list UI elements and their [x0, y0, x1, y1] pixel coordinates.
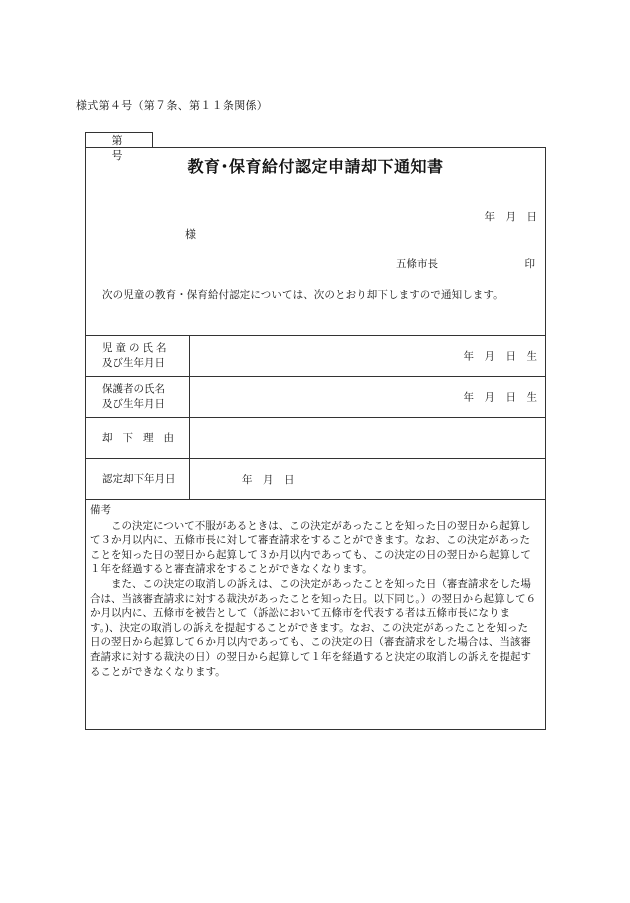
rejection-date-placeholder: 年 月 日: [242, 473, 295, 486]
label-line: 児童の氏名: [102, 342, 170, 354]
row-value-reason: [190, 418, 546, 459]
label-line: 及び生年月日: [102, 357, 165, 369]
row-value-rejection-date: [190, 459, 546, 500]
notice-form: [85, 147, 546, 730]
remarks-paragraph: この決定について不服があるときは、この決定があったことを知った日の翌日から起算して３か月以内に、五條市長に対して審査請求をすることができます。なお、この決定があったことを知った日の翌日から起算して３か月以内であっても、この決定の日の翌日から起算して１年を経過すると審査請求をすることができなくなります。: [90, 519, 531, 576]
row-value-guardian: [190, 377, 546, 418]
table-row: [86, 336, 546, 377]
label-line: 認定却下年月日: [102, 472, 176, 485]
row-label-reason: [86, 418, 190, 459]
seal-mark: 印: [524, 258, 535, 270]
row-value-child: [190, 336, 546, 377]
row-label-child: [86, 336, 190, 377]
birth-date-placeholder: 年 月 日 生: [463, 350, 537, 363]
table-row: [86, 418, 546, 459]
info-table: [85, 335, 546, 500]
issue-date-line: 年 月 日: [484, 211, 537, 223]
issuer-mayor: 五條市長: [396, 258, 438, 270]
remarks-title: 備考: [90, 504, 111, 516]
document-title: 教育･保育給付認定申請却下通知書: [187, 157, 444, 176]
table-row: [86, 459, 546, 500]
table-row: [86, 377, 546, 418]
label-line: 保護者の氏名: [102, 383, 165, 395]
label-line: 却下理由: [102, 431, 184, 444]
label-line: 及び生年月日: [102, 398, 165, 410]
remarks-paragraph: また、この決定の取消しの訴えは、この決定があったことを知った日（審査請求をした場合は、当該審査請求に対する裁決があったことを知った日。以下同じ。）の翌日から起算して６か月以内に、五條市を被告として（訴訟において五條市を代表する者は五條市長になります。)、決定の取消しの訴えを提起することができます。なお、この決定があったことを知った日の翌日から起算して６か月以内であっても、この決定の日（審査請求をした場合は、当該審査請求に対する裁決の日）の翌日から起算して１年を経過すると決定の取消しの訴えを提起することができなくなります。: [90, 577, 537, 678]
remarks-section: [90, 503, 538, 679]
addressee-suffix: 様: [185, 228, 196, 241]
row-label-rejection-date: [86, 459, 190, 500]
document-number-label: 第 号: [85, 132, 153, 148]
birth-date-placeholder: 年 月 日 生: [463, 391, 537, 404]
form-number: 様式第４号（第７条、第１１条関係）: [76, 99, 269, 112]
notice-text: 次の児童の教育・保育給付認定については、次のとおり却下しますので通知します。: [102, 289, 504, 301]
row-label-guardian: [86, 377, 190, 418]
